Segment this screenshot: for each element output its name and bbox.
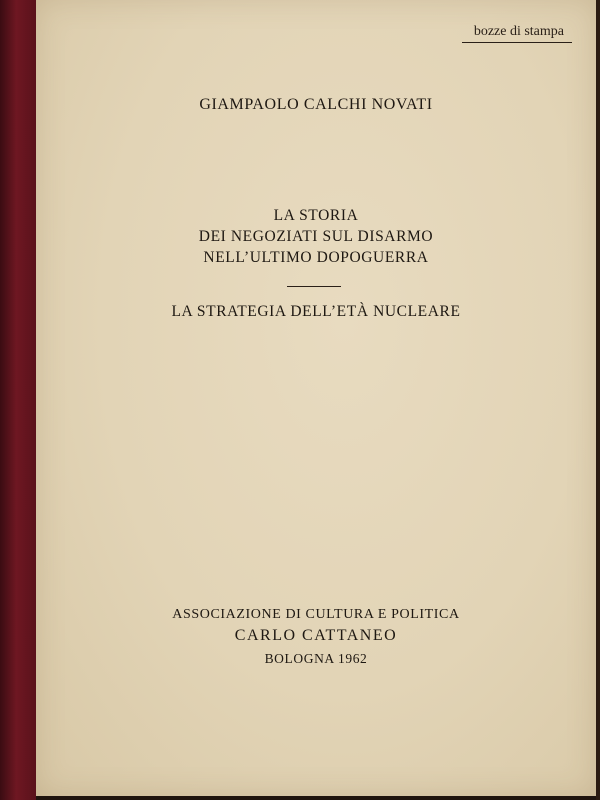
publisher-name: CARLO CATTANEO (234, 627, 398, 644)
title-line-2: DEI NEGOZIATI SUL DISARMO (198, 228, 434, 245)
title-line-3: NELL’ULTIMO DOPOGUERRA (203, 249, 429, 266)
author-name: GIAMPAOLO CALCHI NOVATI (199, 96, 433, 113)
publisher-association: ASSOCIAZIONE DI CULTURA E POLITICA (172, 607, 460, 622)
publication-place-year: BOLOGNA 1962 (264, 651, 368, 666)
title-line-1: LA STORIA (273, 207, 359, 224)
page-edge (596, 0, 600, 800)
proof-stamp: bozze di stampa (462, 24, 572, 43)
book-spine (0, 0, 36, 800)
book-subtitle: LA STRATEGIA DELL’ETÀ NUCLEARE (171, 303, 461, 320)
title-divider (287, 286, 341, 287)
book-title (36, 205, 596, 268)
title-page (36, 0, 596, 796)
